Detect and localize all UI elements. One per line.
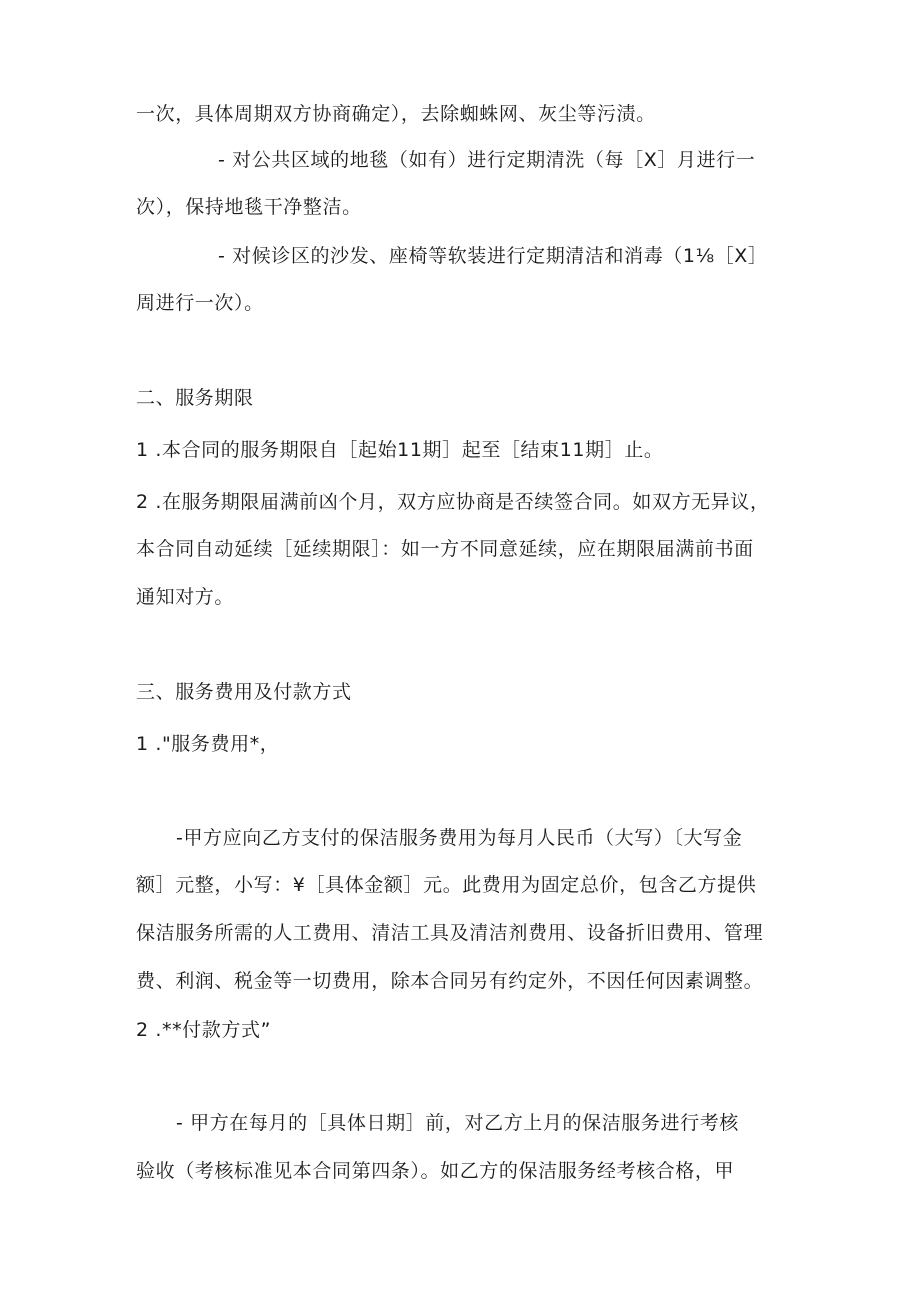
section-heading: 二、服务期限 bbox=[136, 387, 254, 409]
section-heading: 三、服务费用及付款方式 bbox=[136, 681, 352, 703]
text-line: 1 .本合同的服务期限自［起始11期］起至［结束11期］止。 bbox=[136, 439, 664, 461]
text-line: 一次，具体周期双方协商确定），去除蜘蛛网、灰尘等污渍。 bbox=[136, 103, 656, 125]
text-line: 1 ."服务费用*， bbox=[136, 733, 280, 755]
text-line: -甲方应向乙方支付的保洁服务费用为每月人民币（大写）〔大写金 bbox=[176, 827, 743, 849]
text-line: 保洁服务所需的人工费用、清洁工具及清洁剂费用、设备折旧费用、管理 bbox=[136, 922, 764, 944]
text-line: - 甲方在每月的［具体日期］前，对乙方上月的保洁服务进行考核 bbox=[176, 1112, 739, 1134]
text-line: - 对公共区域的地毯（如有）进行定期清洗（每［X］月进行一 bbox=[218, 149, 756, 171]
text-line: 通知对方。 bbox=[136, 586, 235, 608]
text-line: 2 .在服务期限届满前凶个月，双方应协商是否续签合同。如双方无异议， bbox=[136, 491, 770, 513]
text-line: 次），保持地毯干净整洁。 bbox=[136, 196, 362, 218]
text-line: 费、利润、税金等一切费用，除本合同另有约定外，不因任何因素调整。 bbox=[136, 970, 764, 992]
text-line: 周进行一次）。 bbox=[136, 292, 264, 314]
text-line: - 对候诊区的沙发、座椅等软装进行定期清洁和消毒（1⅛［X］ bbox=[218, 245, 768, 267]
text-line: 额］元整，小写：¥［具体金额］元。此费用为固定总价，包含乙方提供 bbox=[136, 874, 757, 896]
text-line: 本合同自动延续［延续期限］：如一方不同意延续，应在期限届满前书面 bbox=[136, 538, 754, 560]
text-line: 验收（考核标准见本合同第四条）。如乙方的保洁服务经考核合格，甲 bbox=[136, 1160, 735, 1182]
text-line: 2 .**付款方式” bbox=[136, 1019, 272, 1041]
